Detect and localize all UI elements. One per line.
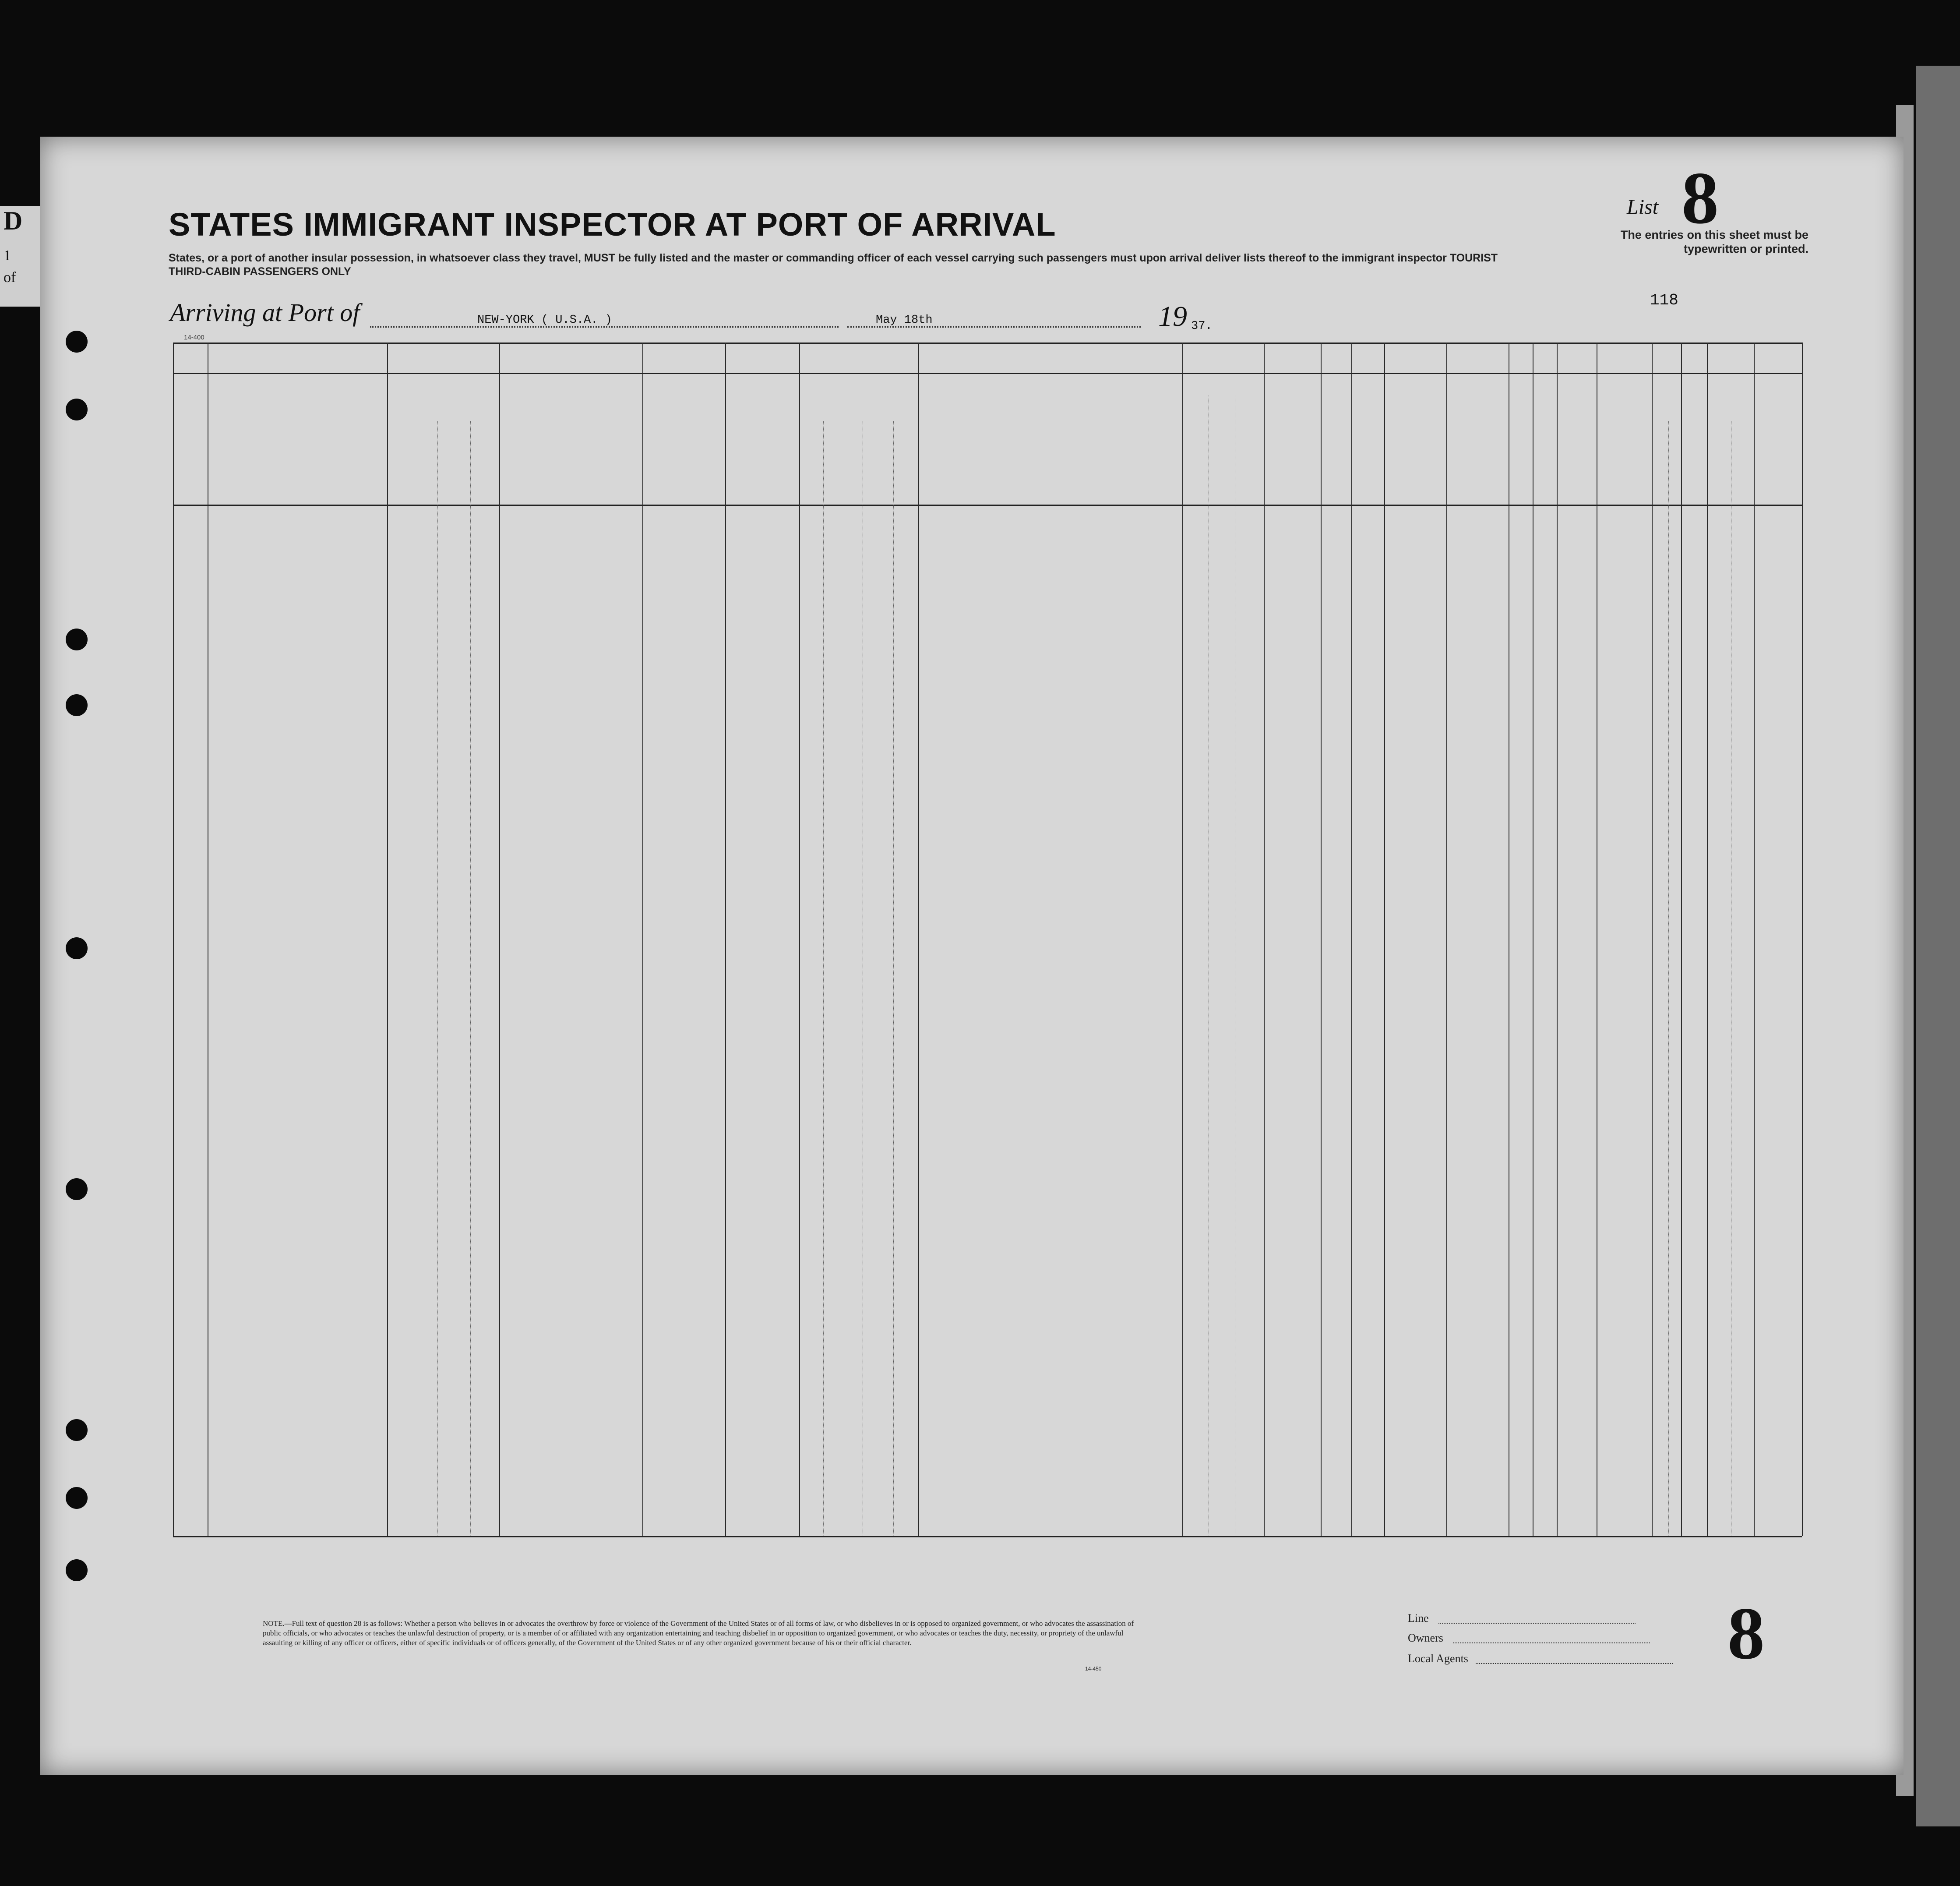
column-rule [1384,343,1385,1536]
sub-column-rule [893,421,894,1536]
arriving-label: Arriving at Port of [170,298,360,327]
left-tab-of: of [4,269,16,286]
column-rule [1264,343,1265,1536]
table-bottom-rule [173,1536,1802,1537]
column-rule [1321,343,1322,1536]
column-rule [799,343,800,1536]
sub-column-rule [1668,421,1669,1536]
column-rule [1652,343,1653,1536]
column-rule [642,343,643,1536]
binder-hole [66,1178,88,1200]
column-rule [725,343,726,1536]
left-tab-digit: 1 [4,247,11,264]
column-rule [1351,343,1352,1536]
left-tab-letter: D [4,206,23,235]
list-number: 8 [1682,157,1719,239]
sheet-number: 118 [1650,291,1678,309]
column-rule [1681,343,1682,1536]
column-rule [1802,343,1803,1536]
column-rule [1707,343,1708,1536]
year-prefix: 19 [1158,300,1187,332]
footer-list-number: 8 [1727,1592,1765,1674]
binder-hole [66,1419,88,1441]
binder-hole [66,1559,88,1581]
column-rule [387,343,388,1536]
binder-hole [66,1487,88,1509]
column-number-rule [173,373,1802,374]
owners-field [1453,1642,1650,1643]
page-title: STATES IMMIGRANT INSPECTOR AT PORT OF ARRIVAL [169,206,1056,243]
binder-hole [66,694,88,716]
column-rule [1557,343,1558,1536]
owners-label: Owners [1408,1632,1443,1644]
column-rule [918,343,919,1536]
list-note: The entries on this sheet must be typewritten or printed. [1620,228,1808,255]
table-top-rule [173,343,1802,344]
footnote-code: 14-450 [1085,1666,1102,1672]
list-label: List [1627,195,1659,219]
binder-hole [66,331,88,353]
binder-hole [66,399,88,420]
column-rule [173,343,174,1536]
local-agents-field [1476,1663,1673,1664]
line-label: Line [1408,1612,1429,1625]
adjacent-page-edge [1916,66,1960,1826]
binder-hole [66,629,88,650]
footnote-q28: NOTE.—Full text of question 28 is as follows: Whether a person who believes in or advocates the overthrow by force or violence of the Government of the United States or of all forms of law, or who disbelieves in or is opposed to organized government, or who advocates the assassination of public officials, or who advocates or teaches the unlawful destruction of property, or is a member of or affiliated with any organization entertaining and teaching disbelief in or opposition to organized government, or who advocates or teaches the duty, necessity, or propriety of the unlawful assaulting or killing of any officer or officers, either of specific individuals or of officers generally, of the Government of the United States or of any other organized government because of his or their official character. [263,1619,1134,1647]
binder-hole [66,937,88,959]
year-suffix: 37. [1191,320,1213,333]
page-subtitle: States, or a port of another insular possession, in whatsoever class they travel, MUST be fully listed and the master or commanding officer of each vessel carrying such passengers must upon arrival deliver lists thereof to the immigrant inspector TOURIST THIRD-CABIN PASSENGERS ONLY [169,252,1498,278]
sub-column-rule [823,421,824,1536]
line-field [1438,1623,1636,1624]
column-rule [499,343,500,1536]
form-code: 14-400 [184,334,204,341]
header-bottom-rule [173,505,1802,506]
column-rule [1754,343,1755,1536]
local-agents-label: Local Agents [1408,1652,1468,1665]
sub-column-rule [470,421,471,1536]
column-rule [1446,343,1447,1536]
sub-column-rule [437,421,438,1536]
manifest-table [173,343,1802,1718]
port-value: NEW-YORK ( U.S.A. ) [477,314,612,327]
column-rule [1182,343,1183,1536]
date-value: May 18th [876,314,933,327]
